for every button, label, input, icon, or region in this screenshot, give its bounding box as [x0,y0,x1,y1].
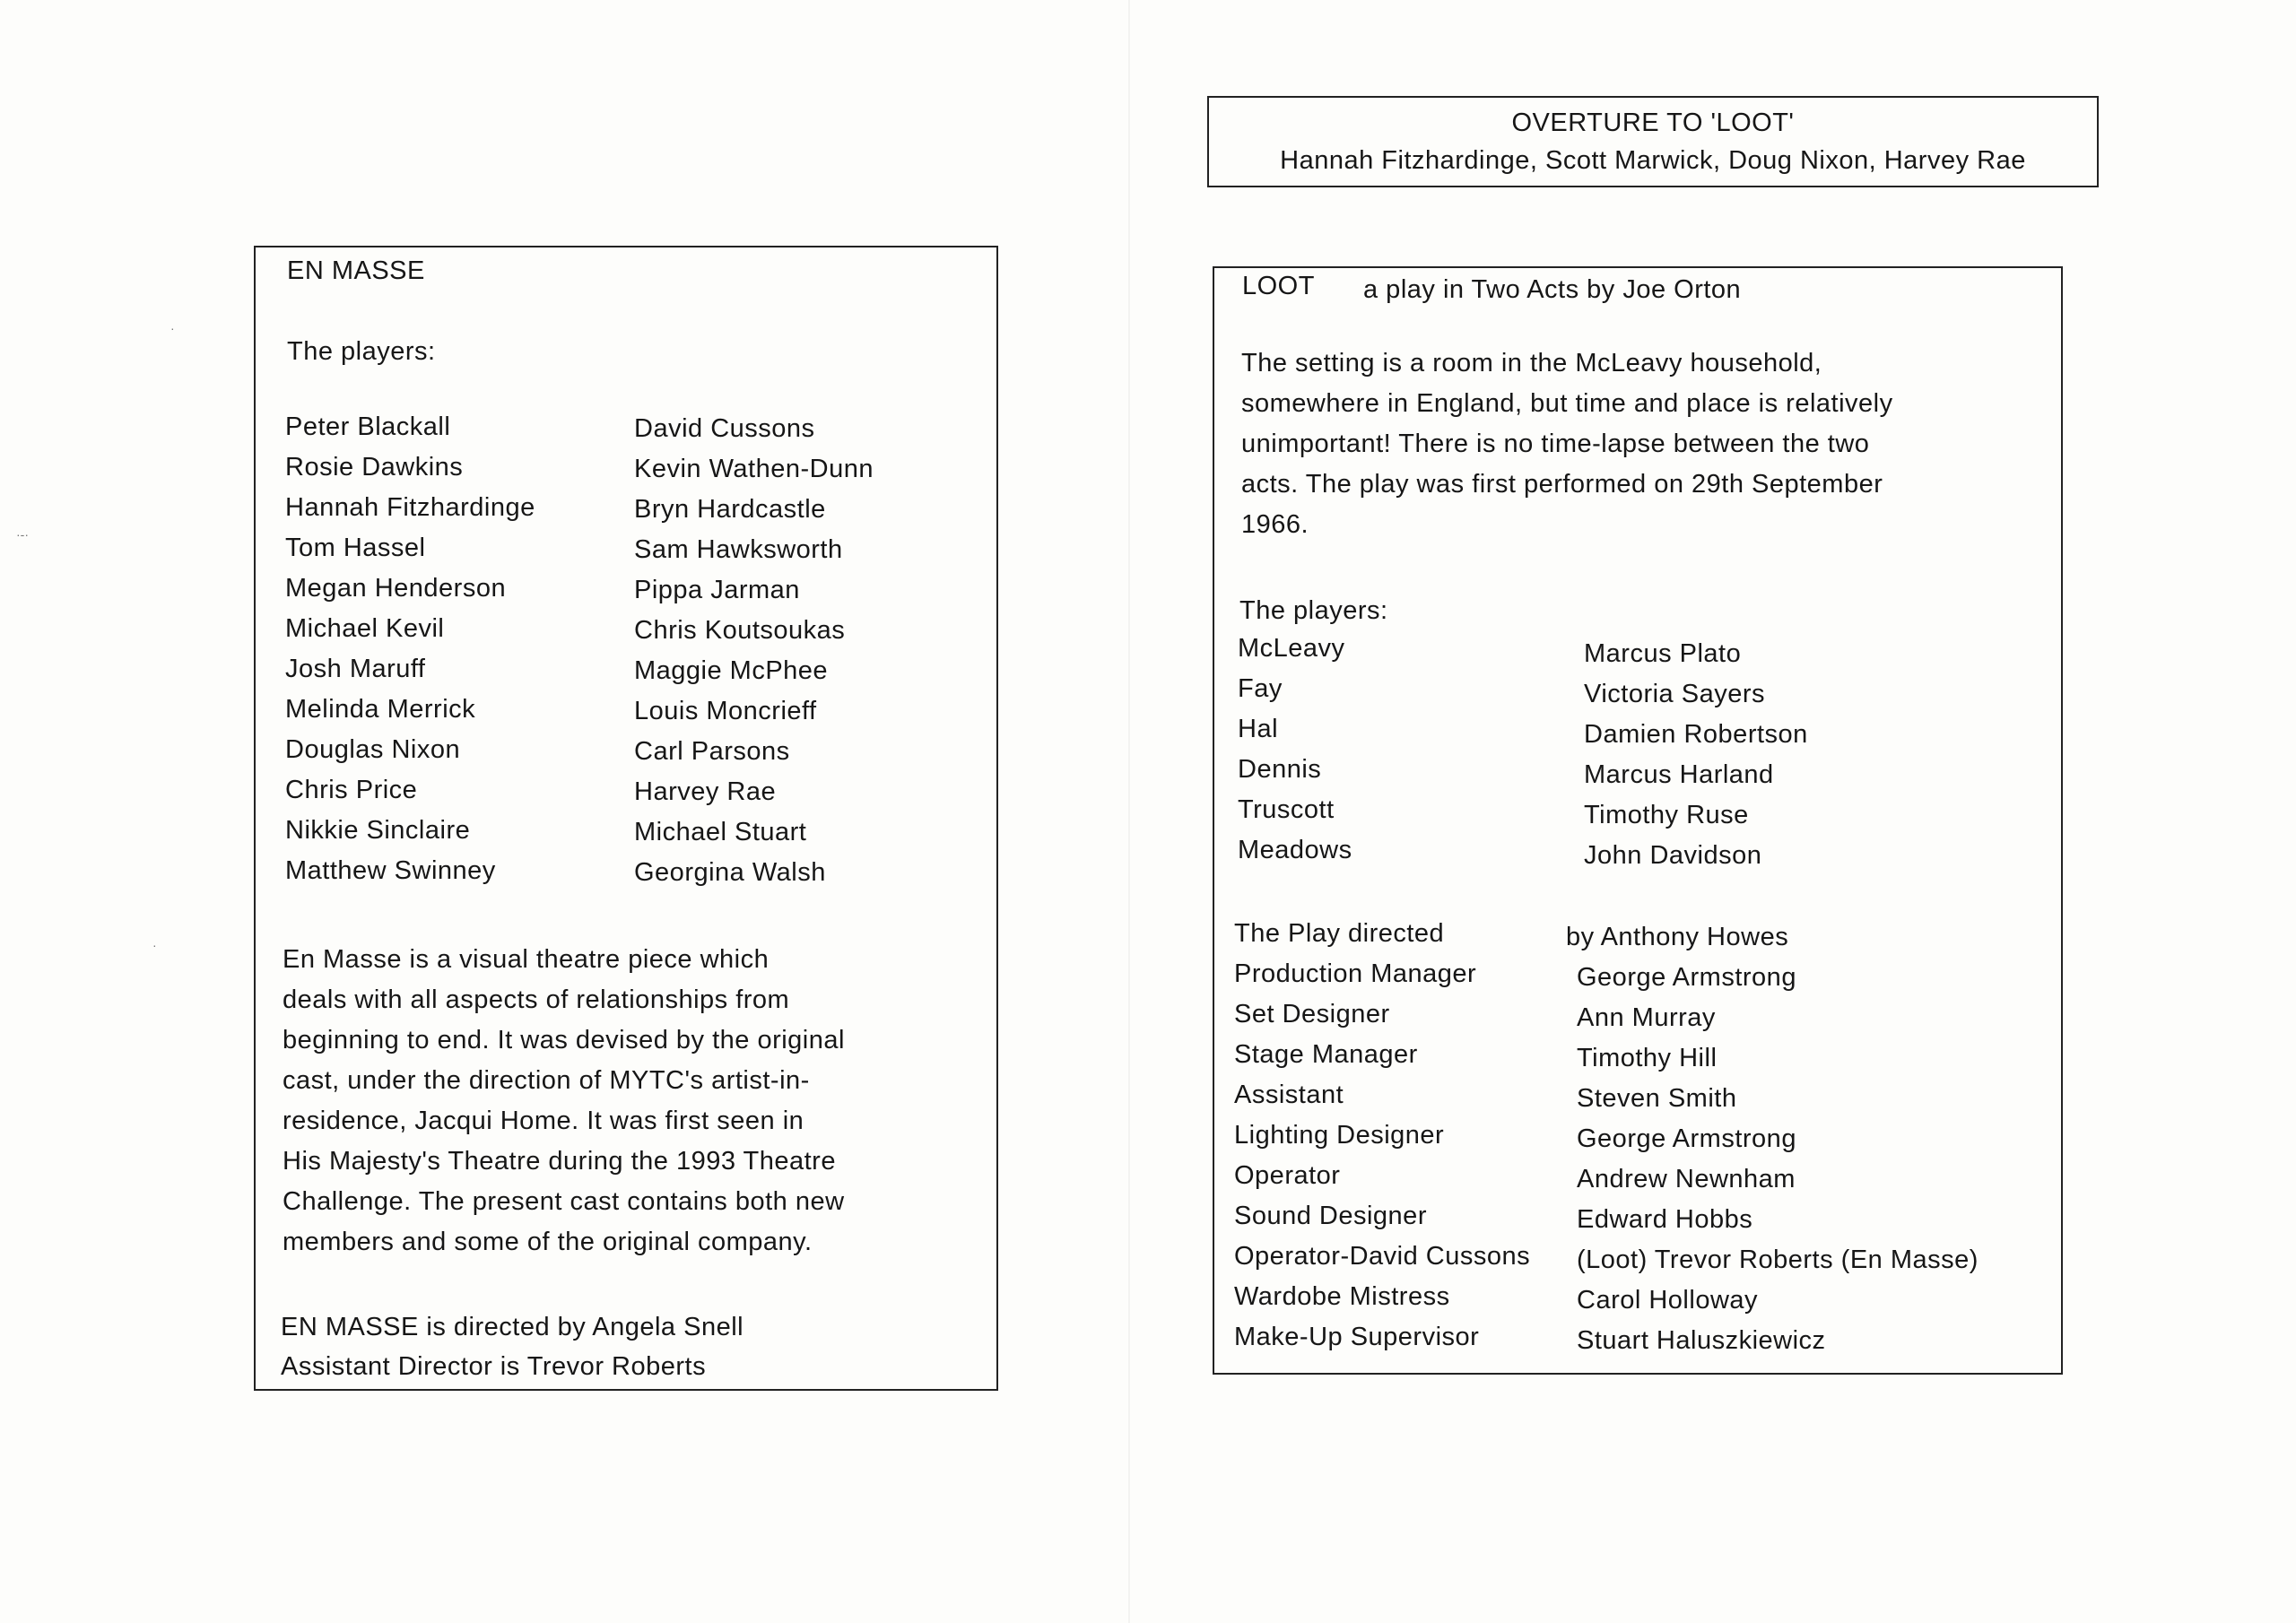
setting-line: The setting is a room in the McLeavy household, [1241,349,1822,378]
loot-setting [1241,343,1893,545]
crew-role: Operator-David Cussons [1234,1242,1531,1271]
crew-name: by Anthony Howes [1566,923,1789,951]
crew-name: George Armstrong [1577,963,1796,992]
scan-speck: · [170,321,175,335]
player-name: Tom Hassel [285,534,426,562]
player-name: Chris Koutsoukas [634,616,846,645]
cast-role: Dennis [1238,755,1322,784]
loot-title: LOOT [1242,272,1315,300]
player-name: Kevin Wathen-Dunn [634,455,874,483]
player-name: Michael Kevil [285,614,445,643]
player-name: Michael Stuart [634,818,807,846]
player-name: Rosie Dawkins [285,453,464,482]
cast-actor: John Davidson [1584,841,1762,870]
cast-actor: Timothy Ruse [1584,801,1749,829]
player-name: Melinda Merrick [285,695,476,724]
player-name: Carl Parsons [634,737,790,766]
cast-role: Hal [1238,715,1279,743]
crew-role: Make-Up Supervisor [1234,1323,1480,1351]
en-masse-assistant-director: Assistant Director is Trevor Roberts [281,1352,707,1381]
player-name: Louis Moncrieff [634,697,817,725]
description-line: beginning to end. It was devised by the original [283,1026,845,1055]
cast-actor: Victoria Sayers [1584,680,1765,708]
player-name: Nikkie Sinclaire [285,816,471,845]
cast-actor: Marcus Harland [1584,760,1774,789]
loot-crew-names [1566,917,1979,1361]
crew-name: (Loot) Trevor Roberts (En Masse) [1577,1245,1979,1274]
player-name: Maggie McPhee [634,656,829,685]
overture-box [1207,96,2099,187]
crew-role: Wardobe Mistress [1234,1282,1450,1311]
crew-role: Assistant [1234,1081,1344,1109]
loot-crew-roles [1234,914,1530,1358]
crew-name: Ann Murray [1577,1003,1716,1032]
en-masse-players-left [285,407,535,891]
loot-cast-actors [1584,634,1808,876]
player-name: Sam Hawksworth [634,535,843,564]
crew-role: Set Designer [1234,1000,1390,1028]
player-name: Megan Henderson [285,574,507,603]
crew-role: Lighting Designer [1234,1121,1445,1150]
description-line: residence, Jacqui Home. It was first seen in [283,1107,804,1135]
player-name: Pippa Jarman [634,576,800,604]
crew-role: Operator [1234,1161,1341,1190]
crew-name: Carol Holloway [1577,1286,1759,1315]
setting-line: unimportant! There is no time-lapse between the two [1241,430,1870,458]
en-masse-description [283,940,845,1263]
player-name: Matthew Swinney [285,856,496,885]
description-line: His Majesty's Theatre during the 1993 Theatre [283,1147,836,1176]
description-line: cast, under the direction of MYTC's artist-in- [283,1066,810,1095]
player-name: David Cussons [634,414,815,443]
player-name: Chris Price [285,776,418,804]
description-line: En Masse is a visual theatre piece which [283,945,770,974]
crew-name: Andrew Newnham [1577,1165,1796,1193]
setting-line: 1966. [1241,510,1309,539]
cast-actor: Damien Robertson [1584,720,1808,749]
loot-players-label: The players: [1239,596,1388,625]
description-line: deals with all aspects of relationships from [283,985,790,1014]
crew-name: Steven Smith [1577,1084,1737,1113]
crew-name: Timothy Hill [1577,1044,1718,1072]
cast-role: Meadows [1238,836,1352,864]
crew-name: George Armstrong [1577,1124,1796,1153]
crew-role: Sound Designer [1234,1202,1427,1230]
en-masse-box [254,246,998,1391]
scan-speck: · [152,938,157,952]
description-line: members and some of the original company. [283,1228,813,1256]
page-fold [1128,0,1130,1623]
en-masse-players-right [634,409,874,893]
setting-line: somewhere in England, but time and place is relatively [1241,389,1893,418]
description-line: Challenge. The present cast contains both new [283,1187,845,1216]
en-masse-directed-by: EN MASSE is directed by Angela Snell [281,1313,744,1341]
player-name: Hannah Fitzhardinge [285,493,535,522]
en-masse-players-label: The players: [287,337,436,366]
cast-actor: Marcus Plato [1584,639,1742,668]
crew-name: Edward Hobbs [1577,1205,1753,1234]
player-name: Bryn Hardcastle [634,495,826,524]
player-name: Douglas Nixon [285,735,461,764]
crew-name: Stuart Haluszkiewicz [1577,1326,1826,1355]
setting-line: acts. The play was first performed on 29th September [1241,470,1883,499]
loot-cast-roles [1238,629,1352,871]
player-name: Josh Maruff [285,655,426,683]
overture-title: OVERTURE TO 'LOOT' [1511,108,1795,137]
player-name: Georgina Walsh [634,858,826,887]
cast-role: Fay [1238,674,1283,703]
loot-subtitle: a play in Two Acts by Joe Orton [1363,275,1742,304]
crew-role: The Play directed [1234,919,1445,948]
en-masse-heading: EN MASSE [287,256,425,285]
loot-box [1213,266,2063,1375]
overture-performers: Hannah Fitzhardinge, Scott Marwick, Doug Nixon, Harvey Rae [1280,146,2026,175]
scan-speck: ·-· [16,527,29,542]
player-name: Peter Blackall [285,412,451,441]
crew-role: Stage Manager [1234,1040,1418,1069]
crew-role: Production Manager [1234,959,1477,988]
player-name: Harvey Rae [634,777,777,806]
cast-role: Truscott [1238,795,1335,824]
cast-role: McLeavy [1238,634,1345,663]
